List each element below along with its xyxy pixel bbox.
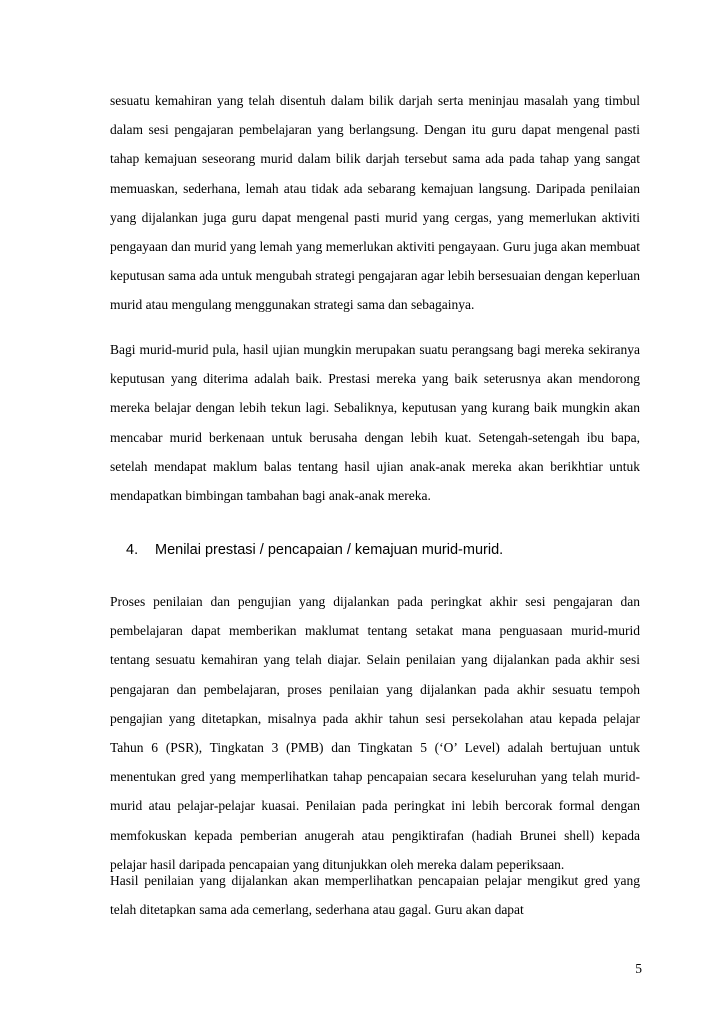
paragraph-student-motivation: Bagi murid-murid pula, hasil ujian mungkin merupakan suatu perangsang bagi mereka sekiranya keputusan yang diterima adalah baik. Prestasi mereka yang baik seterusnya akan mendorong mereka belajar dengan lebih tekun lagi. Sebaliknya, keputusan yang kurang baik mungkin akan mencabar murid berkenaan untuk berusaha dengan lebih kuat. Setengah-setengah ibu bapa, setelah mendapat maklum balas tentang hasil ujian anak-anak mereka akan berikhtiar untuk mendapatkan bimbingan tambahan bagi anak-anak mereka. <box>110 342 640 504</box>
section-heading-text: Menilai prestasi / pencapaian / kemajuan murid-murid. <box>155 542 504 558</box>
section-heading-number: 4. <box>126 542 139 558</box>
section-heading <box>126 538 503 562</box>
paragraph-end-of-session-evaluation: Proses penilaian dan pengujian yang dijalankan pada peringkat akhir sesi pengajaran dan pembelajaran dapat memberikan maklumat tentang setakat mana penguasaan murid-murid tentang sesuatu kemahiran yang telah diajar. Selain penilaian yang dijalankan pada akhir sesi pengajaran dan pembelajaran, proses penilaian yang dijalankan pada akhir sesuatu tempoh pengajian yang ditetapkan, misalnya pada akhir tahun sesi persekolahan atau kepada pelajar Tahun 6 (PSR), Tingkatan 3 (PMB) dan Tingkatan 5 (‘O’ Level) adalah bertujuan untuk menentukan gred yang memperlihatkan tahap pencapaian secara keseluruhan yang telah murid-murid atau pelajar-pelajar kuasai. Penilaian pada peringkat ini lebih bercorak formal dengan memfokuskan kepada pemberian anugerah atau pengiktirafan (hadiah Brunei shell) kepada pelajar hasil daripada pencapaian yang ditunjukkan oleh mereka dalam peperiksaan. <box>110 594 640 872</box>
page-number: 5 <box>635 961 642 976</box>
paragraph-assessment-feedback: sesuatu kemahiran yang telah disentuh dalam bilik darjah serta meninjau masalah yang timbul dalam sesi pengajaran pembelajaran yang berlangsung. Dengan itu guru dapat mengenal pasti tahap kemajuan seseorang murid dalam bilik darjah tersebut sama ada pada tahap yang sangat memuaskan, sederhana, lemah atau tidak ada sebarang kemajuan langsung. Daripada penilaian yang dijalankan juga guru dapat mengenal pasti murid yang cergas, yang memerlukan aktiviti pengayaan dan murid yang lemah yang memerlukan aktiviti pengayaan. Guru juga akan membuat keputusan sama ada untuk mengubah strategi pengajaran agar lebih bersesuaian dengan keperluan murid atau mengulang menggunakan strategi sama dan sebagainya. <box>110 93 640 313</box>
paragraph-grade-results: Hasil penilaian yang dijalankan akan memperlihatkan pencapaian pelajar mengikut gred yang telah ditetapkan sama ada cemerlang, sederhana atau gagal. Guru akan dapat <box>110 873 640 918</box>
